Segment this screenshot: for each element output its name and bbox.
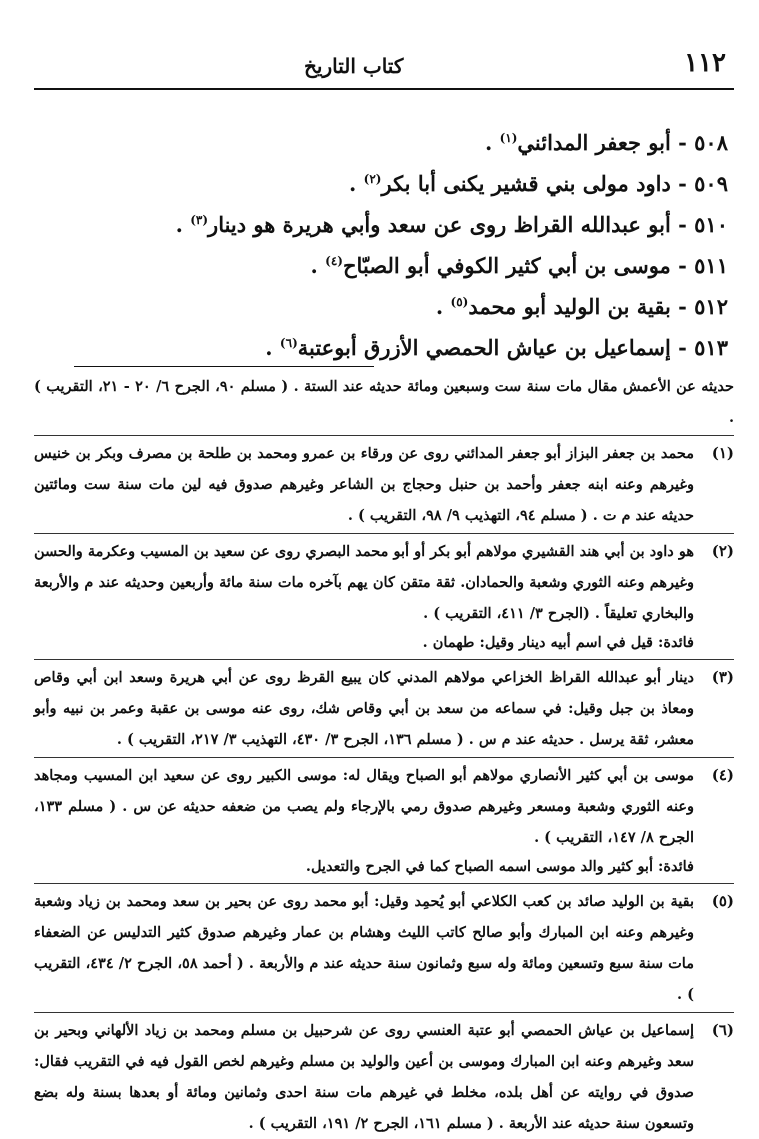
entry-text: داود مولى بني قشير يكنى أبا بكر [381,171,671,196]
entry-tail: . [349,171,364,196]
list-item: ٥٠٩ - داود مولى بني قشير يكنى أبا بكر$^{(٢)}$ . [349,171,728,196]
entry-number: ٥١٠ [694,212,728,237]
divider [34,659,734,660]
footnote-number: (٢) [711,542,734,560]
list-item: ٥٠٨ - أبو جعفر المدائني$^{(١)}$ . [484,130,728,155]
footnote-number: (٤) [711,766,734,784]
list-item: ٥١٠ - أبو عبدالله القراظ روى عن سعد وأبي هريرة هو دينار$^{(٣)}$ . [175,212,728,237]
divider [34,533,734,534]
entry-number: ٥٠٨ [694,130,728,155]
entry-tail: . [310,253,326,278]
list-item: ٥١٣ - إسماعيل بن عياش الحمصي الأزرق أبوعتبة$^{(٦)}$ . [265,335,728,360]
footnote-ref: (٥) [450,295,469,309]
entry-text: بقية بن الوليد أبو محمد [468,294,671,319]
footnote-text: إسماعيل بن عياش الحمصي أبو عتبة العنسي روى عن شرحبيل بن مسلم ومحمد بن زياد الألهاني وبحير بن سعد وغيرهم وعنه ابن المبارك وموسى بن أعين والوليد بن مسلم وغيرهم لخص القول فيه في التقريب فقال: صدوق في روايته عن أهل بلده، مخلط في غيرهم مات سنة احدى وثمانين ومائة أو بعدها بسنة وله بضع وتسعون سنة حديثه عند الأربعة . ( مسلم ١٦١، الجرح ٢/ ١٩١، التقريب ) . [34,1022,694,1132]
footnote-ref: (١) [499,131,518,145]
entry-tail: . [175,212,191,237]
page-header [34,48,734,90]
footnote-body: هو داود بن أبي هند القشيري مولاهم أبو بكر أو أبو محمد البصري روى عن سعيد بن المسيب وعكرمة والحسن وغيرهم وعنه الثوري وشعبة والحمادان. ثقة متقن كان يهم بآخره مات سنة مائة وأربعين وحديثه عند م والأربعة والبخاري تعليقاً . (الجرح ٣/ ٤١١، التقريب ) . [34,543,694,622]
entry-list [34,120,734,366]
footnote-body: موسى بن أبي كثير الأنصاري مولاهم أبو الصباح ويقال له: موسى الكبير روى عن سعيد ابن المسيب ومجاهد وعنه الثوري وشعبة ومسعر وغيرهم صدوق رمي بالإرجاء ولم يصب من ضعفه حديثه عن س . ( مسلم ١٣٣، الجرح ٨/ ١٤٧، التقريب ) . [34,767,694,846]
divider [34,435,734,436]
divider [34,1012,734,1013]
footnote [34,662,734,755]
entry-number: ٥٠٩ [694,171,728,196]
footnote-text: محمد بن جعفر البزاز أبو جعفر المدائني روى عن ورقاء بن عمرو ومحمد بن طلحة بن مصرف وبكر بن خنيس وغيرهم وعنه ابنه جعفر وأحمد بن حنبل وحجاج بن الشاعر وغيرهم صدوق فيه لين مات سنة ست ومائتين حديثه عند م ت . ( مسلم ٩٤، التهذيب ٩/ ٩٨، التقريب ) . [34,445,694,524]
entry-tail: . [265,335,280,360]
footnote-divider [74,366,374,367]
divider [34,757,734,758]
footnote-text [34,760,694,881]
footnote-number: (٣) [711,668,734,686]
footnote-ref: (٢) [363,172,382,186]
footnote-ref: (٣) [190,213,209,227]
entry-text: أبو جعفر المدائني [517,130,671,155]
footnote [34,1015,734,1139]
entry-tail: . [484,130,500,155]
footnote-number: (٥) [711,892,734,910]
footnote-text: بقية بن الوليد صائد بن كعب الكلاعي أبو يُحمِد وقيل: أبو محمد روى عن بحير بن سعد ومحمد بن زياد وشعبة وغيرهم وعنه ابن المبارك وأبو صالح كاتب الليث وهشام بن عمار وغيرهم صدوق كثير التدليس عن الضعفاء مات سنة سبع وتسعين ومائة وله سبع وثمانون سنة حديثه عند م والأربعة . ( أحمد ٥٨، الجرح ٢/ ٤٣٤، التقريب ) . [34,893,694,1003]
footnote-text: دينار أبو عبدالله القراظ الخزاعي مولاهم المدني كان يبيع القرظ روى عن أبي هريرة وسعد ابن أبي وقاص ومعاذ بن جبل وقيل: في سماعه من سعد بن أبي وقاص شك، روى عنه موسى بن عقبة وعمر بن نبيه وأبو معشر، ثقة يرسل . حديثه عند م س . ( مسلم ١٣٦، الجرح ٣/ ٤٣٠، التهذيب ٣/ ٢١٧، التقريب ) . [34,669,694,748]
entry-text: إسماعيل بن عياش الحمصي الأزرق أبوعتبة [297,335,671,360]
footnote-text [34,536,694,657]
footnote-number: (٦) [711,1021,734,1039]
footnote-number: (١) [711,444,734,462]
entry-text: أبو عبدالله القراظ روى عن سعد وأبي هريرة هو دينار [208,212,671,237]
footnote-ref: (٦) [279,336,298,350]
footnote [34,536,734,657]
book-title: كتاب التاريخ [304,54,404,78]
footnote-ref: (٤) [325,254,343,268]
entry-text: موسى بن أبي كثير الكوفي أبو الصبّاح [342,253,671,278]
list-item: ٥١١ - موسى بن أبي كثير الكوفي أبو الصبّاح$^{(٤)}$ . [310,253,728,278]
document-page [34,48,734,1132]
footnote-note: فائدة: أبو كثير والد موسى اسمه الصباح كما في الجرح والتعديل. [305,858,694,875]
entry-number: ٥١١ [694,253,728,278]
divider [34,883,734,884]
footnote-note: فائدة: قيل في اسم أبيه دينار وقيل: طهمان . [422,634,694,651]
footnote [34,760,734,881]
entry-number: ٥١٢ [694,294,728,319]
page-number: ١١٢ [684,48,726,78]
entry-number: ٥١٣ [694,335,728,360]
entry-tail: . [435,294,451,319]
footnote [34,438,734,531]
footnote-continuation: حديثه عن الأعمش مقال مات سنة ست وسبعين ومائة حديثه عند الستة . ( مسلم ٩٠، الجرح ٦/ ٢٠ - ٢١، التقريب ) . [34,378,734,426]
footnote [34,886,734,1010]
list-item: ٥١٢ - بقية بن الوليد أبو محمد$^{(٥)}$ . [435,294,728,319]
